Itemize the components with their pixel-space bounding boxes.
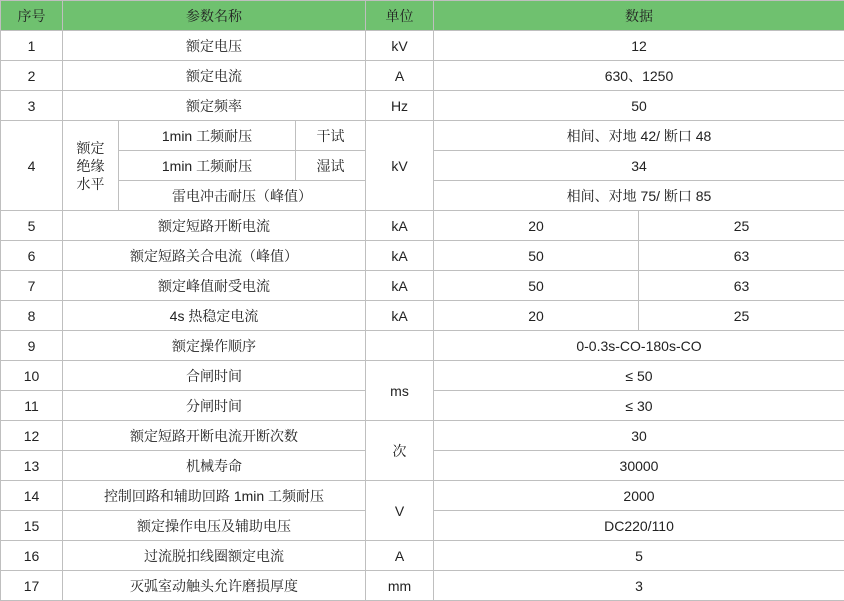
row-unit: kA <box>366 211 434 241</box>
row-no: 15 <box>1 511 63 541</box>
row-unit: A <box>366 61 434 91</box>
sub-row-data: 34 <box>434 151 844 181</box>
row-no: 12 <box>1 421 63 451</box>
row-data: DC220/110 <box>434 511 844 541</box>
sub-row-label: 雷电冲击耐压（峰值） <box>119 181 366 211</box>
row-unit: kA <box>366 301 434 331</box>
row-data-right: 63 <box>639 241 844 271</box>
table-row <box>1 541 844 571</box>
row-unit: V <box>366 481 434 541</box>
row-no: 4 <box>1 121 63 211</box>
row-no: 11 <box>1 391 63 421</box>
row-name: 额定电压 <box>63 31 366 61</box>
row-name-line: 绝缘 <box>63 157 118 175</box>
row-no: 8 <box>1 301 63 331</box>
row-no: 5 <box>1 211 63 241</box>
row-no: 1 <box>1 31 63 61</box>
row-data-left: 20 <box>434 301 639 331</box>
sub-row-label: 1min 工频耐压 <box>119 121 296 151</box>
row-no: 9 <box>1 331 63 361</box>
row-name: 过流脱扣线圈额定电流 <box>63 541 366 571</box>
table-row <box>1 301 844 331</box>
row-data: 0-0.3s-CO-180s-CO <box>434 331 844 361</box>
table-row <box>1 571 844 601</box>
row-data-right: 25 <box>639 211 844 241</box>
row-unit: Hz <box>366 91 434 121</box>
sub-row-type: 干试 <box>296 121 366 151</box>
row-name: 机械寿命 <box>63 451 366 481</box>
column-header-unit: 单位 <box>366 1 434 31</box>
row-unit: ms <box>366 361 434 421</box>
table-row <box>1 211 844 241</box>
table-row <box>1 241 844 271</box>
row-name: 额定操作顺序 <box>63 331 366 361</box>
row-no: 13 <box>1 451 63 481</box>
row-data-left: 20 <box>434 211 639 241</box>
table-row <box>1 91 844 121</box>
row-no: 17 <box>1 571 63 601</box>
table-row <box>1 421 844 451</box>
row-data-left: 50 <box>434 241 639 271</box>
row-data: 630、1250 <box>434 61 844 91</box>
row-no: 10 <box>1 361 63 391</box>
row-name: 额定短路开断电流开断次数 <box>63 421 366 451</box>
row-data: 30000 <box>434 451 844 481</box>
row-name: 灭弧室动触头允许磨损厚度 <box>63 571 366 601</box>
column-header-name: 参数名称 <box>63 1 366 31</box>
row-data-left: 50 <box>434 271 639 301</box>
row-data: ≤ 30 <box>434 391 844 421</box>
row-name: 额定操作电压及辅助电压 <box>63 511 366 541</box>
row-name-line: 水平 <box>63 175 118 193</box>
row-no: 2 <box>1 61 63 91</box>
row-name: 合闸时间 <box>63 361 366 391</box>
row-unit <box>366 331 434 361</box>
sub-row-data: 相间、对地 42/ 断口 48 <box>434 121 844 151</box>
sub-row-label: 1min 工频耐压 <box>119 151 296 181</box>
row-name: 额定峰值耐受电流 <box>63 271 366 301</box>
row-no: 16 <box>1 541 63 571</box>
row-data: 3 <box>434 571 844 601</box>
table-body <box>1 31 844 601</box>
row-name: 额定短路开断电流 <box>63 211 366 241</box>
table-row <box>1 361 844 391</box>
table-header <box>1 1 844 31</box>
sub-row-data: 相间、对地 75/ 断口 85 <box>434 181 844 211</box>
row-name: 分闸时间 <box>63 391 366 421</box>
row-no: 3 <box>1 91 63 121</box>
row-data: 30 <box>434 421 844 451</box>
row-name: 控制回路和辅助回路 1min 工频耐压 <box>63 481 366 511</box>
row-unit: kV <box>366 31 434 61</box>
table-row <box>1 61 844 91</box>
row-no: 14 <box>1 481 63 511</box>
table-row <box>1 331 844 361</box>
row-unit: mm <box>366 571 434 601</box>
row-no: 6 <box>1 241 63 271</box>
row-data: 50 <box>434 91 844 121</box>
row-no: 7 <box>1 271 63 301</box>
row-unit: kA <box>366 241 434 271</box>
row-data-right: 63 <box>639 271 844 301</box>
row-name: 额定电流 <box>63 61 366 91</box>
column-header-data: 数据 <box>434 1 844 31</box>
row-unit: 次 <box>366 421 434 481</box>
row-name: 额定频率 <box>63 91 366 121</box>
header-row <box>1 1 844 31</box>
table-row <box>1 121 844 151</box>
row-unit: kA <box>366 271 434 301</box>
table-row <box>1 31 844 61</box>
row-name-group <box>63 121 119 211</box>
table-row <box>1 271 844 301</box>
row-data: 12 <box>434 31 844 61</box>
row-data: ≤ 50 <box>434 361 844 391</box>
table-row <box>1 481 844 511</box>
row-name-line: 额定 <box>63 139 118 157</box>
column-header-no: 序号 <box>1 1 63 31</box>
row-data: 2000 <box>434 481 844 511</box>
row-data: 5 <box>434 541 844 571</box>
row-unit: A <box>366 541 434 571</box>
row-unit: kV <box>366 121 434 211</box>
row-name: 4s 热稳定电流 <box>63 301 366 331</box>
row-name: 额定短路关合电流（峰值） <box>63 241 366 271</box>
row-data-right: 25 <box>639 301 844 331</box>
sub-row-type: 湿试 <box>296 151 366 181</box>
